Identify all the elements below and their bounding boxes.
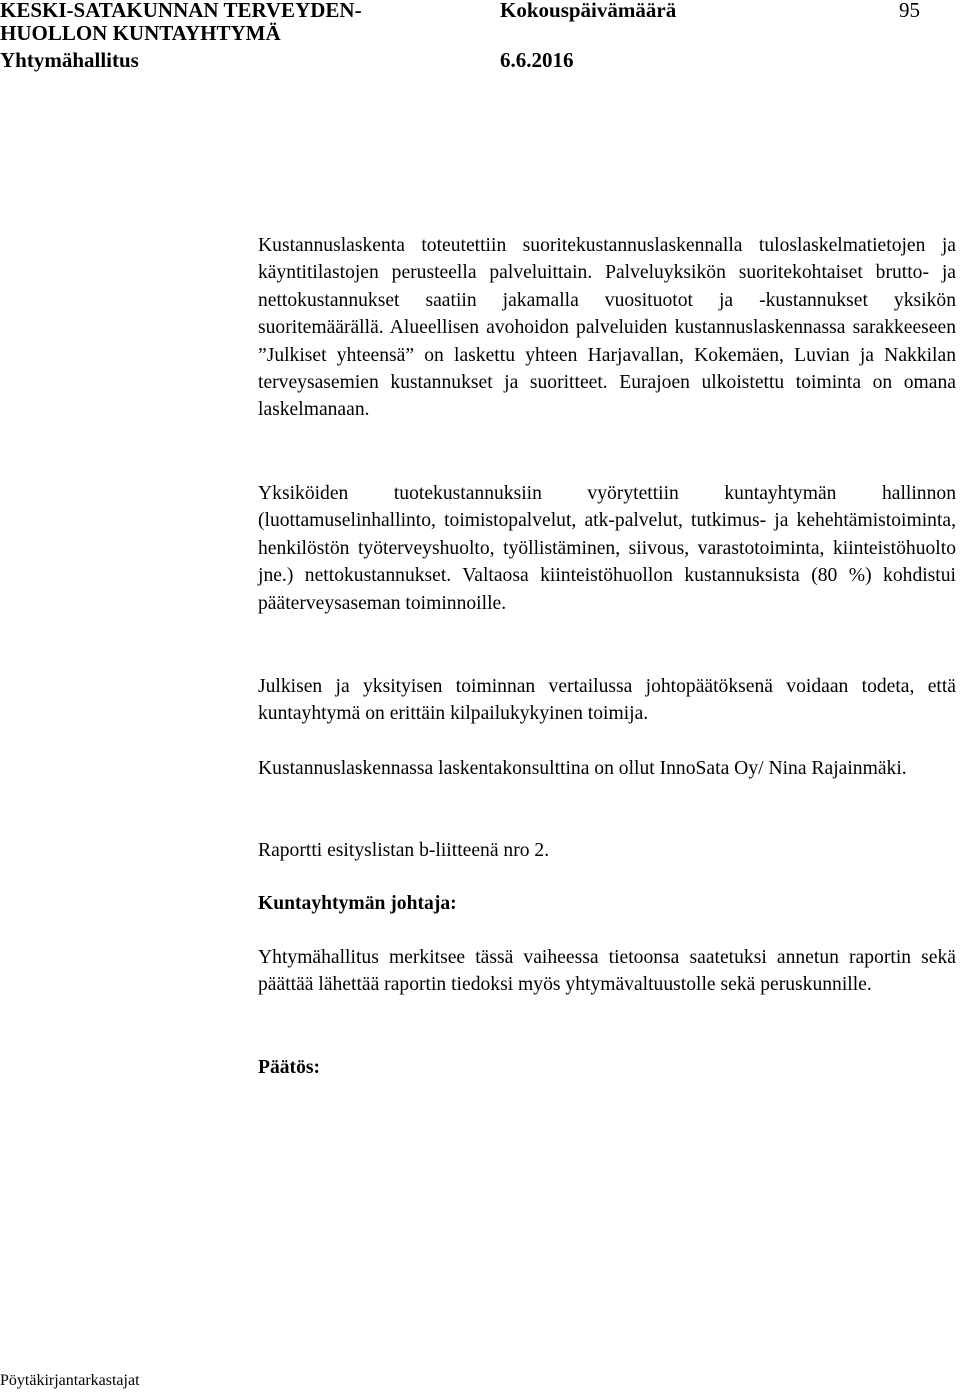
paragraph-text: Raportti esityslistan b-liitteenä nro 2. (258, 840, 550, 861)
paragraph-text: Julkisen ja yksityisen toiminnan vertailussa johtopäätöksenä voidaan todeta, että kuntayhtymä on erittäin kilpailukykyinen toimija. (258, 676, 956, 725)
footer-minutes-reviewers: Pöytäkirjantarkastajat (0, 1372, 140, 1389)
organization-name-line2: HUOLLON KUNTAYHTYMÄ (0, 21, 281, 45)
paragraph-cost-calculation (258, 232, 956, 424)
paragraph-text: Kustannuslaskennassa laskentakonsulttina on ollut InnoSata Oy/ Nina Rajainmäki. (258, 758, 907, 779)
decision-heading: Päätös: (258, 1057, 321, 1078)
paragraph-comparison-conclusion (258, 673, 956, 728)
organization-name-line1: KESKI-SATAKUNNAN TERVEYDEN- (0, 0, 362, 22)
paragraph-overhead-allocation (258, 480, 956, 617)
proposal-paragraph (258, 944, 956, 999)
meeting-date: 6.6.2016 (500, 48, 574, 72)
paragraph-attachment (258, 837, 956, 864)
proposal-text: Yhtymähallitus merkitsee tässä vaiheessa tietoonsa saatetuksi annetun raportin sekä päättää lähettää raportin tiedoksi myös yhtymävaltuustolle sekä peruskunnille. (258, 947, 956, 996)
board-name: Yhtymähallitus (0, 48, 139, 72)
section-heading-director: Kuntayhtymän johtaja: (258, 893, 457, 914)
paragraph-consultant (258, 755, 956, 782)
paragraph-text: Yksiköiden tuotekustannuksiin vyörytettiin kuntayhtymän hallinnon (luottamuselinhallinto, toimistopalvelut, atk-palvelut, tutkimus- ja kehehtämistoiminta, henkilöstön työterveyshuolto, työllistäminen, siivous, varastotoiminta, kiinteistöhuolto jne.) nettokustannukset. Valtaosa kiinteistöhuollon kustannuksista (80 %) kohdistui pääterveysaseman toiminnoille. (258, 483, 956, 614)
page-number: 95 (899, 0, 920, 22)
paragraph-text: Kustannuslaskenta toteutettiin suoritekustannuslaskennalla tuloslaskelmatietojen ja käyntitilastojen perusteella palveluittain. Palveluyksikön suoritekohtaiset brutto- ja nettokustannukset saatiin jakamalla vuosituotot ja -kustannukset yksikön suoritemäärällä. Alueellisen avohoidon palveluiden kustannuslaskennassa sarakkeeseen ”Julkiset yhteensä” on laskettu yhteen Harjavallan, Kokemäen, Luvian ja Nakkilan terveysasemien kustannukset ja suoritteet. Eurajoen ulkoistettu toiminta on omana laskelmanaan. (258, 235, 956, 421)
meeting-date-label: Kokouspäivämäärä (500, 0, 677, 22)
